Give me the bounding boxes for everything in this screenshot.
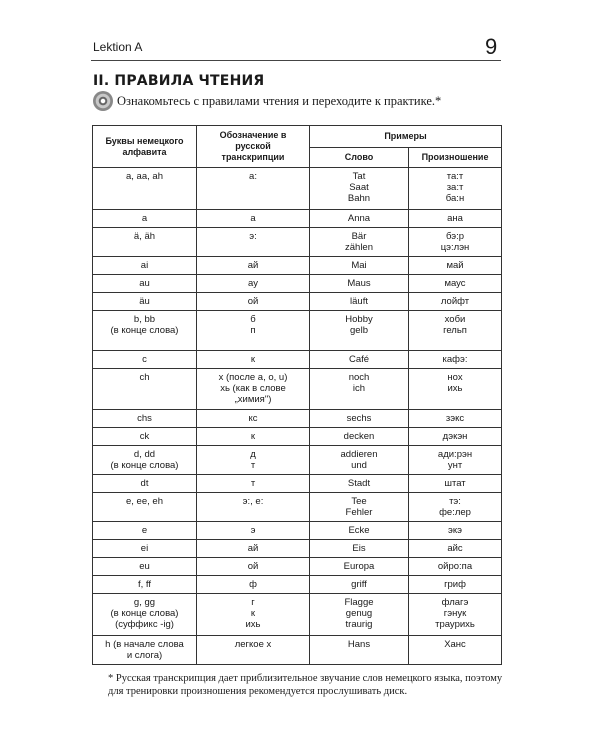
header-pronunciation: Произношение	[409, 148, 502, 168]
letters-line: dt	[140, 478, 149, 489]
pronunciation-line: флагэ	[441, 597, 469, 608]
transcription-line: х (после a, o, u)	[218, 372, 288, 383]
word-line: genug	[345, 608, 373, 619]
table-row	[93, 210, 502, 228]
cell-word	[310, 540, 409, 558]
letters-line: (в конце слова)	[110, 608, 179, 619]
pronunciation-line: ойро:па	[437, 561, 473, 572]
pronunciation-line: та:т	[446, 171, 464, 182]
word-line: Saat	[349, 182, 369, 193]
cell-pronunciation	[409, 493, 502, 522]
word-line: traurig	[345, 619, 373, 630]
transcription-line: к	[250, 354, 256, 365]
cell-transcription	[197, 410, 310, 428]
cell-letters	[93, 351, 197, 369]
cell-word	[310, 475, 409, 493]
cell-letters	[93, 410, 197, 428]
table-row	[93, 540, 502, 558]
cell-word	[310, 293, 409, 311]
letters-line: (в конце слова)	[110, 460, 179, 471]
pronunciation-line: тэ:	[449, 496, 461, 507]
letters-line: ei	[140, 543, 149, 554]
word-line: Mai	[351, 260, 367, 271]
word-line: Flagge	[344, 597, 374, 608]
transcription-line: э	[250, 525, 256, 536]
cell-word	[310, 275, 409, 293]
word-line: Bär	[351, 231, 367, 242]
letters-line: f, ff	[137, 579, 152, 590]
cell-pronunciation	[409, 428, 502, 446]
cell-word	[310, 522, 409, 540]
transcription-line: к	[250, 431, 256, 442]
cell-pronunciation	[409, 311, 502, 351]
cell-pronunciation	[409, 558, 502, 576]
cell-transcription	[197, 475, 310, 493]
word-line: Maus	[347, 278, 371, 289]
transcription-line: ау	[248, 278, 258, 289]
cell-transcription	[197, 275, 310, 293]
transcription-line: т	[250, 460, 256, 471]
word-line: läuft	[350, 296, 368, 307]
pronunciation-line: хоби	[444, 314, 466, 325]
table-row	[93, 594, 502, 636]
word-line: noch	[348, 372, 370, 383]
cell-word	[310, 369, 409, 410]
word-line: Eis	[352, 543, 366, 554]
cell-letters	[93, 210, 197, 228]
table-row	[93, 475, 502, 493]
letters-line: (суффикс -ig)	[115, 619, 174, 630]
cell-transcription	[197, 428, 310, 446]
cd-disc-icon	[93, 91, 113, 111]
table-row	[93, 293, 502, 311]
pronunciation-line: унт	[447, 460, 463, 471]
cell-transcription	[197, 351, 310, 369]
pronunciation-line: айс	[447, 543, 463, 554]
word-line: Bahn	[347, 193, 371, 204]
cell-letters	[93, 594, 197, 636]
cell-word	[310, 257, 409, 275]
transcription-line: a:	[249, 171, 257, 182]
table-row	[93, 493, 502, 522]
cell-pronunciation	[409, 576, 502, 594]
cell-transcription	[197, 446, 310, 475]
table-row	[93, 522, 502, 540]
word-line: addieren	[340, 449, 378, 460]
letters-line: au	[139, 278, 150, 289]
cell-transcription	[197, 257, 310, 275]
word-line: Tee	[351, 496, 367, 507]
pronunciation-line: штат	[444, 478, 466, 489]
transcription-line: ай	[247, 260, 259, 271]
cell-word	[310, 210, 409, 228]
header-transcription: Обозначение в русской транскрипции	[197, 126, 310, 168]
cell-pronunciation	[409, 410, 502, 428]
word-line: Anna	[347, 213, 371, 224]
table-row	[93, 636, 502, 665]
cell-transcription	[197, 311, 310, 351]
header-rule	[91, 60, 501, 61]
letters-line: c	[142, 354, 147, 365]
page-number: 9	[485, 34, 498, 59]
header-examples: Примеры	[310, 126, 502, 148]
word-line: ich	[352, 383, 366, 394]
table-row	[93, 410, 502, 428]
cell-word	[310, 594, 409, 636]
pronunciation-line: ихь	[447, 383, 463, 394]
word-line: Europa	[343, 561, 375, 572]
table-row	[93, 369, 502, 410]
pronunciation-line: гриф	[444, 579, 466, 590]
cell-letters	[93, 493, 197, 522]
cell-letters	[93, 475, 197, 493]
word-line: Stadt	[347, 478, 371, 489]
cell-pronunciation	[409, 475, 502, 493]
transcription-line: ой	[247, 561, 259, 572]
cell-word	[310, 576, 409, 594]
cell-word	[310, 428, 409, 446]
pronunciation-line: зэкс	[445, 413, 465, 424]
cell-pronunciation	[409, 168, 502, 210]
cell-transcription	[197, 522, 310, 540]
word-line: Hans	[347, 639, 371, 650]
letters-line: a, aa, ah	[126, 171, 163, 182]
letters-line: (в конце слова)	[110, 325, 179, 336]
word-line: gelb	[350, 325, 368, 336]
cell-word	[310, 311, 409, 351]
cell-letters	[93, 228, 197, 257]
transcription-line: г	[251, 597, 255, 608]
transcription-line: д	[250, 449, 256, 460]
cell-transcription	[197, 493, 310, 522]
transcription-line: т	[250, 478, 256, 489]
letters-line: ck	[139, 431, 150, 442]
word-line: zählen	[345, 242, 373, 253]
cell-pronunciation	[409, 228, 502, 257]
cell-pronunciation	[409, 257, 502, 275]
letters-line: äu	[139, 296, 150, 307]
word-line: Fehler	[345, 507, 373, 518]
letters-line: ch	[139, 372, 150, 383]
letters-line: eu	[139, 561, 150, 572]
pronunciation-line: ади:рэн	[437, 449, 473, 460]
pronunciation-line: Ханс	[444, 639, 466, 650]
cell-letters	[93, 522, 197, 540]
cell-word	[310, 493, 409, 522]
cell-pronunciation	[409, 446, 502, 475]
cell-letters	[93, 168, 197, 210]
header-letters: Буквы немецкого алфавита	[93, 126, 197, 168]
cell-pronunciation	[409, 594, 502, 636]
cell-pronunciation	[409, 351, 502, 369]
intro-text: Ознакомьтесь с правилами чтения и переходите к практике.*	[117, 94, 442, 108]
pronunciation-line: дэкэн	[442, 431, 468, 442]
reading-rules-table	[92, 125, 502, 665]
cell-transcription	[197, 210, 310, 228]
cell-transcription	[197, 168, 310, 210]
cell-letters	[93, 369, 197, 410]
pronunciation-line: экэ	[448, 525, 462, 536]
transcription-line: а	[250, 213, 256, 224]
transcription-line: б	[250, 314, 256, 325]
cell-pronunciation	[409, 275, 502, 293]
cell-transcription	[197, 369, 310, 410]
cell-letters	[93, 257, 197, 275]
cell-letters	[93, 558, 197, 576]
cell-word	[310, 228, 409, 257]
transcription-line: к	[250, 608, 256, 619]
word-line: sechs	[346, 413, 372, 424]
word-line: Tat	[352, 171, 366, 182]
pronunciation-line: фе:лер	[439, 507, 471, 518]
transcription-line: кс	[248, 413, 258, 424]
table-row	[93, 428, 502, 446]
table-row	[93, 257, 502, 275]
header-word: Слово	[310, 148, 409, 168]
table-row	[93, 558, 502, 576]
cell-word	[310, 410, 409, 428]
word-line: griff	[351, 579, 367, 590]
cell-transcription	[197, 558, 310, 576]
letters-line: и слога)	[126, 650, 163, 661]
pronunciation-line: май	[446, 260, 464, 271]
cell-letters	[93, 576, 197, 594]
cell-pronunciation	[409, 369, 502, 410]
table-row	[93, 168, 502, 210]
word-line: Hobby	[345, 314, 373, 325]
table-row	[93, 275, 502, 293]
cell-pronunciation	[409, 540, 502, 558]
letters-line: b, bb	[133, 314, 156, 325]
transcription-line: п	[250, 325, 256, 336]
table-row	[93, 351, 502, 369]
letters-line: e	[141, 525, 148, 536]
transcription-line: ф	[249, 579, 257, 590]
transcription-line: ихь	[245, 619, 261, 630]
transcription-line: ай	[247, 543, 259, 554]
cell-word	[310, 558, 409, 576]
cell-pronunciation	[409, 210, 502, 228]
footnote: * Русская транскрипция дает приблизительное звучание слов немецкого языка, поэтому для тренировки произношения рекомендуется прослушивать диск.	[108, 673, 503, 697]
pronunciation-line: лойфт	[440, 296, 470, 307]
cell-letters	[93, 275, 197, 293]
letters-line: a	[141, 213, 148, 224]
cell-word	[310, 446, 409, 475]
cell-letters	[93, 636, 197, 665]
transcription-line: э:	[249, 231, 257, 242]
cell-transcription	[197, 228, 310, 257]
transcription-line: ой	[247, 296, 259, 307]
cell-letters	[93, 446, 197, 475]
cell-word	[310, 636, 409, 665]
page-header-label: Lektion A	[93, 40, 143, 54]
transcription-line: легкое х	[234, 639, 272, 650]
cell-letters	[93, 311, 197, 351]
pronunciation-line: кафэ:	[442, 354, 468, 365]
cell-word	[310, 168, 409, 210]
section-title: II. ПРАВИЛА ЧТЕНИЯ	[93, 73, 265, 89]
transcription-line: хь (как в слове	[220, 383, 286, 394]
cell-transcription	[197, 594, 310, 636]
pronunciation-line: за:т	[446, 182, 464, 193]
letters-line: g, gg	[133, 597, 156, 608]
word-line: und	[351, 460, 367, 471]
letters-line: e, ee, eh	[126, 496, 163, 507]
transcription-line: э:, е:	[242, 496, 264, 507]
transcription-line: „химия")	[234, 394, 272, 405]
letters-line: d, dd	[133, 449, 156, 460]
pronunciation-line: цэ:лэн	[440, 242, 470, 253]
pronunciation-line: ба:н	[445, 193, 465, 204]
table-row	[93, 311, 502, 351]
letters-line: h (в начале слова	[105, 639, 184, 650]
letters-line: ai	[140, 260, 149, 271]
cell-pronunciation	[409, 522, 502, 540]
cell-transcription	[197, 540, 310, 558]
table-row	[93, 446, 502, 475]
word-line: Ecke	[348, 525, 370, 536]
cell-pronunciation	[409, 293, 502, 311]
pronunciation-line: нох	[447, 372, 463, 383]
cell-letters	[93, 540, 197, 558]
pronunciation-line: траурихь	[435, 619, 475, 630]
letters-line: chs	[137, 413, 152, 424]
table-row	[93, 228, 502, 257]
cell-transcription	[197, 576, 310, 594]
pronunciation-line: бэ:р	[445, 231, 465, 242]
letters-line: ä, äh	[133, 231, 156, 242]
cell-letters	[93, 428, 197, 446]
table-row	[93, 576, 502, 594]
pronunciation-line: маус	[444, 278, 466, 289]
cell-word	[310, 351, 409, 369]
cell-pronunciation	[409, 636, 502, 665]
pronunciation-line: гельп	[443, 325, 467, 336]
pronunciation-line: гэнук	[443, 608, 467, 619]
cell-transcription	[197, 293, 310, 311]
cell-transcription	[197, 636, 310, 665]
cell-letters	[93, 293, 197, 311]
word-line: decken	[343, 431, 375, 442]
word-line: Café	[348, 354, 370, 365]
pronunciation-line: ана	[447, 213, 463, 224]
